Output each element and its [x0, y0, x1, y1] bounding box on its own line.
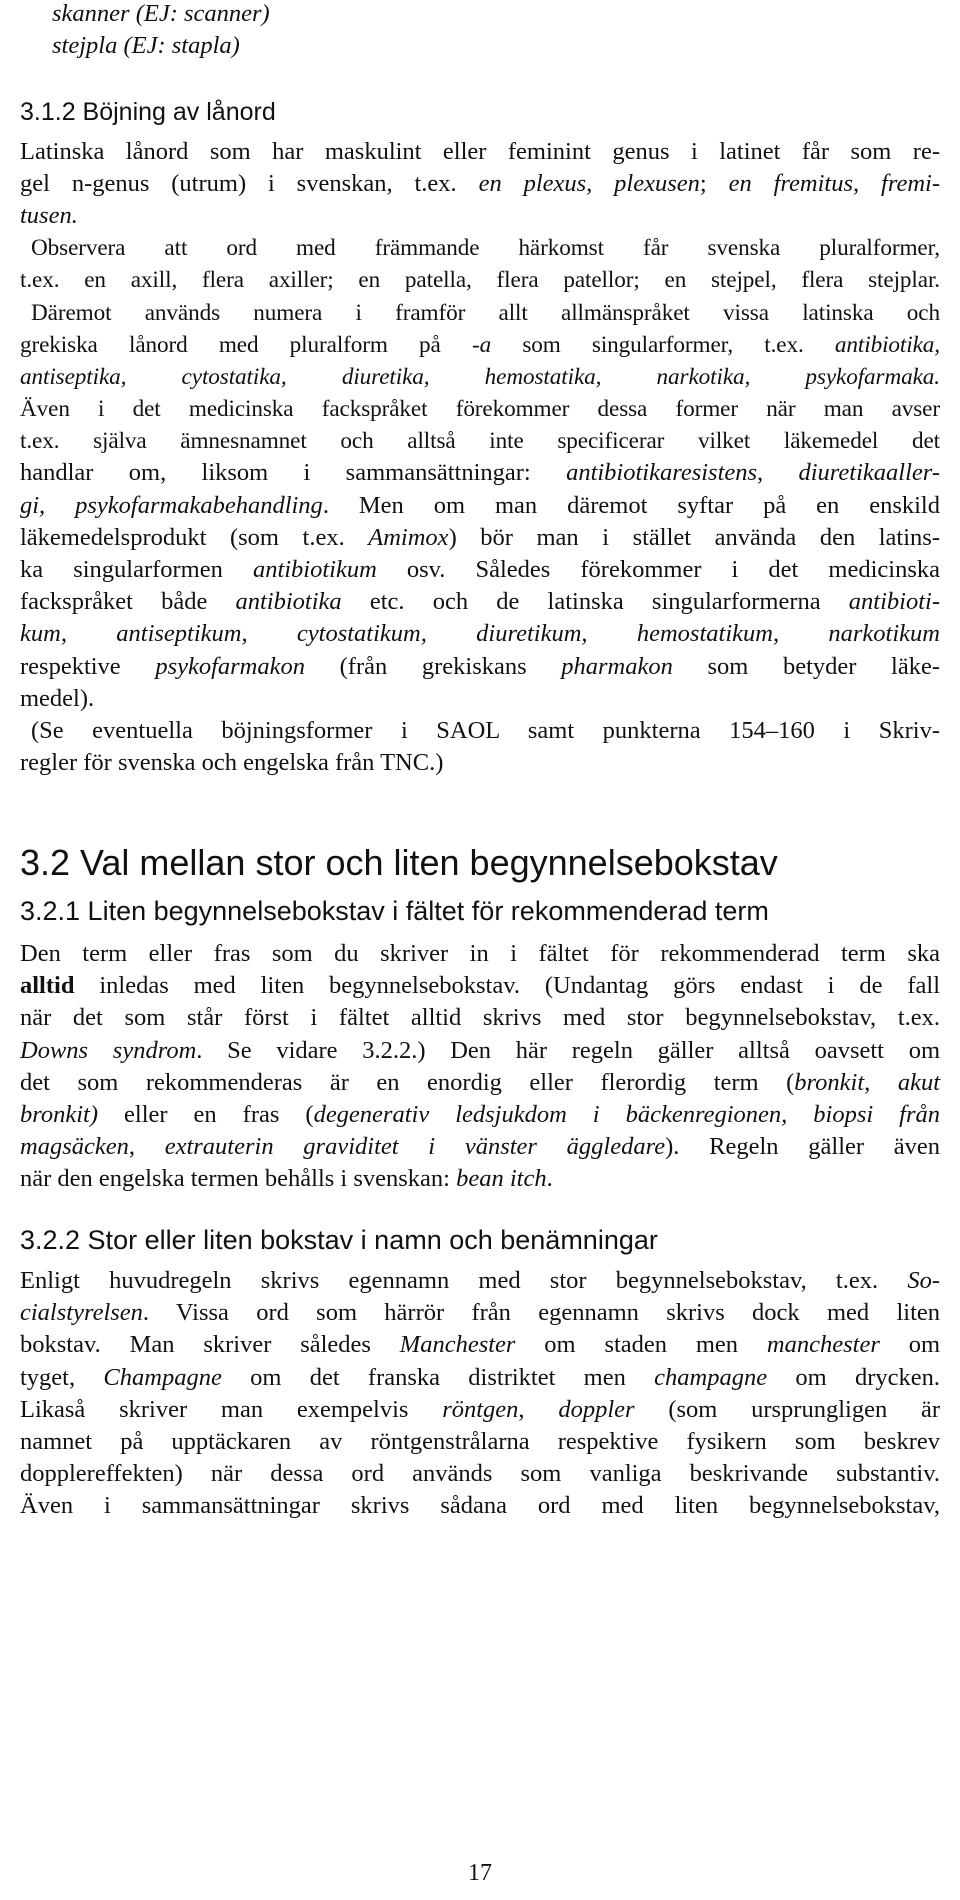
paragraph-3-2-1: Den term eller fras som du skriver in i fältet för rekommenderad term ska alltid inledas med liten begynnelsebokstav. (Undantag görs endast i de fall när det som står först i fältet alltid skrivs med stor begynnelsebokstav, t.ex. Downs syndrom. Se vidare 3.2.2.) Den här regeln gäller alltså oavsett om det som rekommenderas är en enordig eller flerordig term (bronkit, akut bronkit) eller en fras (degenerativ ledsjukdom i bäckenregionen, biopsi från magsäcken, extrauterin graviditet i vänster äggledare). Regeln gäller även när den engelska termen behålls i svenskan: bean itch.: [20, 940, 941, 1193]
section-heading-3-2-1: 3.2.1 Liten begynnelsebokstav i fältet för rekommenderad term: [20, 896, 769, 926]
page-number: 17: [468, 1860, 492, 1886]
section-heading-3-2: 3.2 Val mellan stor och liten begynnelsebokstav: [20, 842, 778, 883]
paragraph-3-2-2: Enligt huvudregeln skrivs egennamn med stor begynnelsebokstav, t.ex. So- cialstyrelsen. Vissa ord som härrör från egennamn skrivs dock med liten bokstav. Man skriver således Manchester om staden men manchester om tyget, Champagne om det franska distriktet men champagne om drycken. Likaså skriver man exempelvis röntgen, doppler (som ursprungligen är namnet på upptäckaren av röntgenstrålarna respektive fysikern som beskrev dopplereffekten) när dessa ord används som vanliga beskrivande substantiv. Även i sammansättningar skrivs sådana ord med liten begynnelsebokstav,: [20, 1267, 941, 1520]
paragraph-3-1-2-4: Även i det medicinska fackspråket förekommer dessa former när man avser t.ex. själva ämnesnamnet och alltså inte specificerar vilket läkemedel det handlar om, liksom i sammansättningar: antibiotikaresistens, diuretikaaller- gi, psykofarmakabehandling. Men om man däremot syftar på en enskild läkemedelsprodukt (som t.ex. Amimox) bör man i stället använda den latins- ka singularformen antibiotikum osv. Således förekommer i det medicinska fackspråket både antibiotika etc. och de latinska singularformerna antibioti- kum, antiseptikum, cytostatikum, diuretikum, hemostatikum, narkotikum respektive psykofarmakon (från grekiskans pharmakon som betyder läke- medel).: [20, 396, 940, 712]
paragraph-3-1-2-5: (Se eventuella böjningsformer i SAOL samt punkterna 154–160 i Skriv- regler för svenska och engelska från TNC.): [20, 717, 940, 777]
paragraph-3-1-2-3: Däremot används numera i framför allt allmänspråket vissa latinska och grekiska lånord med pluralform på -a som singularformer, t.ex. antibiotika, antiseptika, cytostatika, diuretika, hemostatika, narkotika, psykofarmaka.: [20, 300, 940, 391]
paragraph-3-1-2-1: Latinska lånord som har maskulint eller feminint genus i latinet får som re- gel n-genus (utrum) i svenskan, t.ex. en plexus, plexusen; en fremitus, fremi- tusen.: [20, 138, 940, 230]
example-line: stejpla (EJ: stapla): [52, 32, 240, 60]
example-line: skanner (EJ: scanner): [52, 0, 270, 27]
paragraph-3-1-2-2: Observera att ord med främmande härkomst får svenska pluralformer, t.ex. en axill, flera axiller; en patella, flera patellor; en stejpel, flera stejplar.: [20, 235, 940, 294]
section-heading-3-1-2: 3.1.2 Böjning av lånord: [20, 98, 276, 126]
examples-block: [20, 0, 940, 62]
section-heading-3-2-2: 3.2.2 Stor eller liten bokstav i namn och benämningar: [20, 1225, 658, 1255]
